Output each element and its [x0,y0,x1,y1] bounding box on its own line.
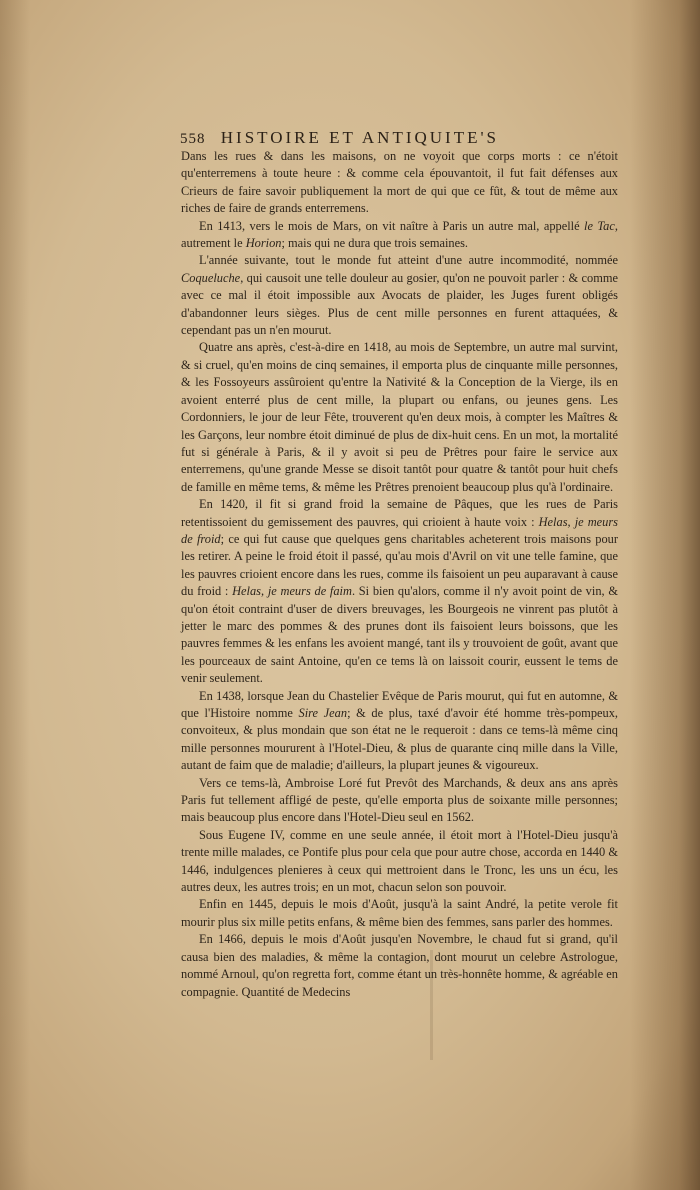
running-title: HISTOIRE ET ANTIQUITE'S [220,128,500,147]
paragraph [181,496,618,687]
paragraph [181,931,618,1001]
paragraph-text: En 1420, il fit si grand froid la semaine de Pâques, que les rues de Paris retentissoient du gemissement des pauvres, qui crioient à haute voix : [181,497,618,529]
paragraph-text: , autrement le [181,218,618,251]
paragraph-text: ; mais qui ne dura que trois semaines. [281,236,469,251]
body-text [181,148,618,1001]
paragraph-text: Dans les rues & dans les maisons, on ne voyoit que corps morts : ce n'étoit qu'enterremens à toute heure : & comme cela épouvantoit, il fut fait défenses aux Crieurs de faire savoir publiquement la mort de qui que ce fût, & tout de même aux riches de faire de grands enterremens. [181,149,618,216]
paragraph [181,218,618,253]
paragraph [181,148,618,218]
paragraph-text: En 1413, vers le mois de Mars, on vit naître à Paris un autre mal, appellé [199,218,585,233]
paragraph-text: Sous Eugene IV, comme en une seule année, il étoit mort à l'Hotel-Dieu jusqu'à trente mille malades, ce Pontife plus pour cela que pour autre chose, accorda en 1440 & 1446, indulgences plenieres à ceux qui mettroient dans le Tronc, les uns un écu, les autres deux, les autres trois; en un mot, chacun selon son pouvoir. [181,827,618,895]
running-header [180,128,620,148]
italic-text: Horion [245,236,282,251]
paragraph-text: ; ce qui fut cause que quelques gens charitables acheterent trois maisons pour les retirer. A peine le froid étoit il passé, qu'au mois d'Avril on vit une telle famine, que les pauvres crioient encore dans les rues, comme ils faisoient un peu auparavant à cause du froid : [181,531,618,599]
italic-text: Helas, je meurs de froid [181,514,618,546]
paragraph [181,339,618,496]
paragraph-text: Vers ce tems-là, Ambroise Loré fut Prevôt des Marchands, & deux ans ans après Paris fut tellement affligé de peste, qu'elle emporta plus de soixante mille personnes; mais beaucoup plus encore dans l'Hotel-Dieu seul en 1562. [181,775,618,825]
italic-text: Coqueluche [181,270,241,285]
paragraph [181,896,618,931]
page-left-shadow [0,0,30,1190]
paragraph [181,827,618,897]
paragraph-text: En 1466, depuis le mois d'Août jusqu'en Novembre, le chaud fut si grand, qu'il causa bien des maladies, & même la contagion, dont mourut un celebre Astrologue, nommé Arnoul, qu'on regretta fort, comme étant un très-honnête homme, & agréable en compagnie. Quantité de Medecins [181,932,618,999]
italic-text: Sire Jean [298,706,348,720]
paragraph [181,688,618,775]
italic-text: le Tac [584,218,615,233]
page-gutter-shadow [630,0,700,1190]
paragraph-text: Quatre ans après, c'est-à-dire en 1418, au mois de Septembre, un autre mal survint, & si cruel, qu'en moins de cinq semaines, il emporta plus de cinquante mille personnes, & les Fossoyeurs assûroient qu'entre la Nativité & la Conception de la Vierge, ils en avoient enterré plus de cent mille, la plupart ou enfans, ou jeunes gens. Les Cordonniers, le jour de leur Fête, trouverent qu'en deux mois, à compter les Maîtres & les Garçons, leur nombre étoit diminué de plus de dix-huit cens. En un mot, la mortalité fut si générale à Paris, & il y avoit si peu de Prêtres pour faire le service aux enterremens, qu'une grande Messe se disoit tantôt pour quatre & tantôt pour huit chefs de famille en même tems, & même les Prêtres prenoient beaucoup plus qu'à l'ordinaire. [181,340,618,494]
paragraph [181,775,618,827]
paragraph-text: , qui causoit une telle douleur au gosier, qu'on ne pouvoit parler : & comme avec ce mal il étoit impossible aux Avocats de plaider, les Juges furent obligés d'abandonner leurs sièges. Plus de cent mille personnes en furent attaquées, & cependant pas un n'en mourut. [181,270,618,338]
paragraph-text: En 1438, lorsque Jean du Chastelier Evêque de Paris mourut, qui fut en automne, & que l'Histoire nomme [181,688,618,720]
page-number: 558 [180,131,206,147]
paragraph [181,252,618,339]
paragraph-text: . Si bien qu'alors, comme il n'y avoit point de vin, & qu'on étoit contraint d'user de divers breuvages, les Bourgeois ne vinrent pas plutôt à jetter le marc des pommes & des prunes dont ils faisoient leurs boissons, que les pauvres femmes & les enfans les avoient mangé, tant ils y trouvoient de goût, avant que les pourceaux de saint Antoine, qu'en ce tems là on laissoit courir, eussent le tems de venir seulement. [181,584,618,686]
paragraph-text: L'année suivante, tout le monde fut atteint d'une autre incommodité, nommée [199,253,618,268]
italic-text: Helas, je meurs de faim [232,584,352,599]
paragraph-text: ; & de plus, taxé d'avoir été homme très-pompeux, convoiteux, & plus mondain que son état ne le requeroit : dans ce tems-là même cinq mille personnes moururent à l'Hotel-Dieu, & plus de quarante cinq mille dans la Ville, autant de faim que de maladie; d'ailleurs, la plupart jeunes & vigoureux. [181,706,618,773]
paragraph-text: Enfin en 1445, depuis le mois d'Août, jusqu'à la saint André, la petite verole fit mourir plus six mille petits enfans, & même bien des femmes, sans parler des hommes. [181,897,618,929]
